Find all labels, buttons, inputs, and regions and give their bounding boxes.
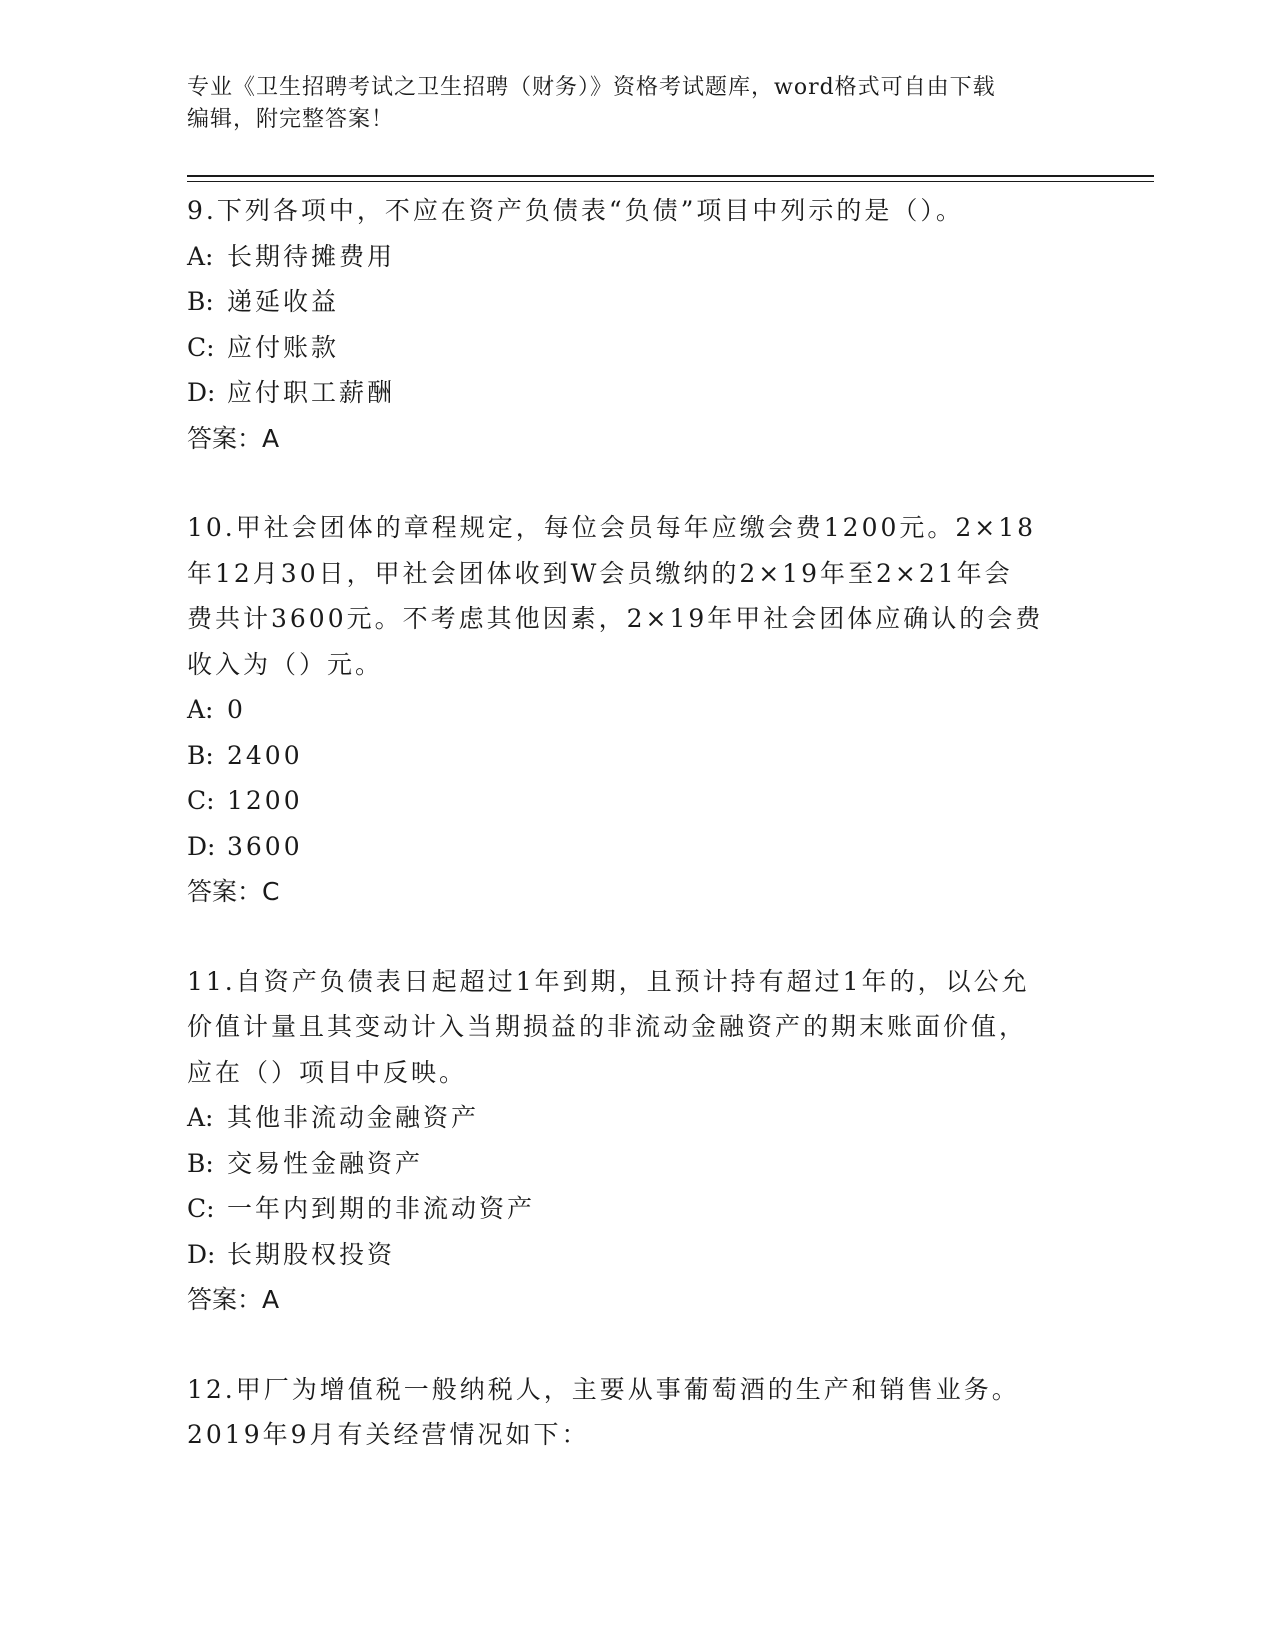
stem-line: 收入为（）元。 bbox=[187, 649, 384, 679]
option-c bbox=[187, 1186, 1087, 1232]
option-text: 其他非流动金融资产 bbox=[227, 1103, 480, 1132]
option-b bbox=[187, 279, 1087, 325]
option-letter: A: bbox=[187, 241, 214, 271]
option-text: 长期待摊费用 bbox=[227, 241, 396, 271]
stem-line: 价值计量且其变动计入当期损益的非流动金融资产的期末账面价值， bbox=[187, 1012, 1028, 1041]
option-c bbox=[187, 325, 1087, 371]
question-11 bbox=[187, 959, 1087, 1323]
option-letter: C: bbox=[187, 332, 215, 362]
option-text: 应付账款 bbox=[227, 332, 340, 362]
stem-line: 9.下列各项中，不应在资产负债表“负债”项目中列示的是（）。 bbox=[187, 196, 964, 225]
option-d bbox=[187, 824, 1087, 870]
option-letter: D: bbox=[187, 378, 216, 407]
question-stem bbox=[187, 959, 1087, 1096]
option-letter: B: bbox=[187, 1148, 214, 1178]
option-text: 0 bbox=[227, 695, 246, 724]
option-letter: A: bbox=[187, 695, 214, 724]
stem-line: 10.甲社会团体的章程规定，每位会员每年应缴会费1200元。2×18 bbox=[187, 513, 1037, 542]
option-letter: B: bbox=[187, 740, 214, 770]
question-stem bbox=[187, 505, 1087, 687]
stem-line: 11.自资产负债表日起超过1年到期，且预计持有超过1年的，以公允 bbox=[187, 966, 1030, 996]
answer-line: 答案：A bbox=[187, 423, 280, 453]
stem-line: 2019年9月有关经营情况如下： bbox=[187, 1420, 590, 1449]
answer-line: 答案：A bbox=[187, 1285, 280, 1314]
question-stem bbox=[187, 1367, 1087, 1458]
document-header bbox=[187, 72, 1087, 136]
header-divider-thin bbox=[187, 181, 1154, 182]
option-letter: A: bbox=[187, 1103, 214, 1132]
answer-line: 答案：C bbox=[187, 877, 280, 906]
option-text: 3600 bbox=[227, 831, 303, 861]
header-line-1: 专业《卫生招聘考试之卫生招聘（财务）》资格考试题库，word格式可自由下载 bbox=[187, 75, 996, 100]
header-divider-thick bbox=[187, 175, 1154, 177]
question-10 bbox=[187, 505, 1087, 915]
option-letter: B: bbox=[187, 287, 214, 316]
option-letter: D: bbox=[187, 1239, 216, 1269]
option-letter: C: bbox=[187, 786, 215, 815]
header-line-2: 编辑，附完整答案！ bbox=[187, 107, 395, 132]
option-text: 1200 bbox=[227, 786, 303, 815]
option-c bbox=[187, 778, 1087, 824]
option-a bbox=[187, 234, 1087, 280]
option-letter: D: bbox=[187, 831, 216, 861]
option-text: 一年内到期的非流动资产 bbox=[227, 1194, 536, 1223]
option-b bbox=[187, 733, 1087, 779]
option-d bbox=[187, 370, 1087, 416]
option-text: 2400 bbox=[227, 740, 303, 770]
option-text: 交易性金融资产 bbox=[227, 1148, 424, 1178]
option-text: 长期股权投资 bbox=[227, 1239, 396, 1269]
stem-line: 12.甲厂为增值税一般纳税人，主要从事葡萄酒的生产和销售业务。 bbox=[187, 1374, 1020, 1404]
option-a bbox=[187, 1095, 1087, 1141]
option-a bbox=[187, 687, 1087, 733]
option-b bbox=[187, 1141, 1087, 1187]
stem-line: 年12月30日，甲社会团体收到W会员缴纳的2×19年至2×21年会 bbox=[187, 558, 1013, 588]
option-letter: C: bbox=[187, 1194, 215, 1223]
option-text: 应付职工薪酬 bbox=[227, 378, 396, 407]
question-stem bbox=[187, 188, 1087, 234]
question-9 bbox=[187, 188, 1087, 461]
question-12 bbox=[187, 1367, 1087, 1458]
question-list bbox=[187, 188, 1087, 1502]
stem-line: 费共计3600元。不考虑其他因素，2×19年甲社会团体应确认的会费 bbox=[187, 604, 1044, 633]
option-d bbox=[187, 1232, 1087, 1278]
option-text: 递延收益 bbox=[227, 287, 340, 316]
stem-line: 应在（）项目中反映。 bbox=[187, 1057, 468, 1087]
